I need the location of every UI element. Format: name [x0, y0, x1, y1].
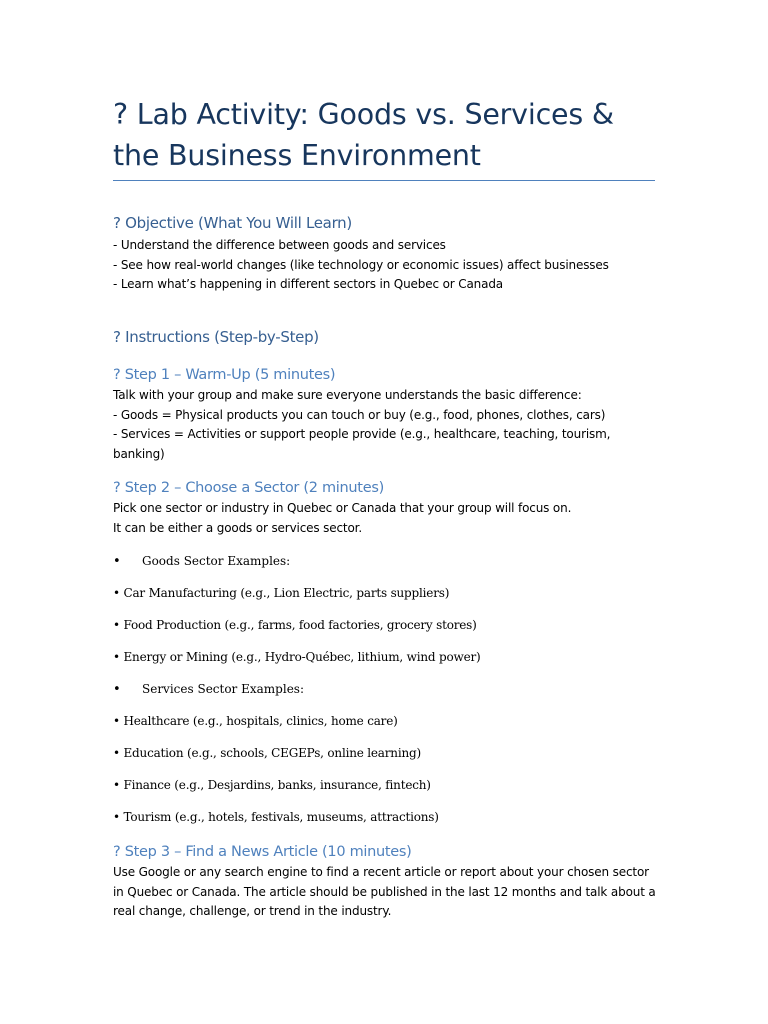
step1-line: banking): [113, 446, 165, 461]
step1-heading: ? Step 1 – Warm-Up (5 minutes): [113, 367, 336, 383]
step3-line: real change, challenge, or trend in the industry.: [113, 904, 392, 918]
step3-line: Use Google or any search engine to find a recent article or report about your chosen sector: [113, 865, 649, 879]
instructions-heading: ? Instructions (Step-by-Step): [113, 328, 319, 346]
bullet-icon: •: [113, 554, 121, 569]
goods-example-item: • Food Production (e.g., farms, food factories, grocery stores): [113, 618, 477, 632]
goods-example-item: • Car Manufacturing (e.g., Lion Electric, parts suppliers): [113, 586, 450, 600]
step2-body: [113, 499, 658, 538]
step3-body: [113, 863, 658, 922]
step1-line: Talk with your group and make sure everyone understands the basic difference:: [113, 388, 582, 402]
objective-item: - Understand the difference between goods and services: [113, 238, 446, 252]
services-example-item: • Finance (e.g., Desjardins, banks, insurance, fintech): [113, 778, 431, 792]
services-example-item: • Education (e.g., schools, CEGEPs, online learning): [113, 746, 421, 760]
goods-example-item: • Energy or Mining (e.g., Hydro-Québec, lithium, wind power): [113, 650, 481, 664]
services-example-item: • Healthcare (e.g., hospitals, clinics, home care): [113, 714, 398, 728]
step3-line: in Quebec or Canada. The article should be published in the last 12 months and talk about a: [113, 884, 656, 899]
services-example-item: • Tourism (e.g., hotels, festivals, museums, attractions): [113, 810, 439, 824]
goods-sector-label: [113, 552, 290, 571]
step3-heading: ? Step 3 – Find a News Article (10 minutes): [113, 844, 412, 860]
step2-line: Pick one sector or industry in Quebec or Canada that your group will focus on.: [113, 501, 572, 515]
services-sector-label: [113, 680, 304, 699]
objective-item: - Learn what’s happening in different sectors in Quebec or Canada: [113, 277, 504, 291]
goods-sector-label-text: Goods Sector Examples:: [142, 554, 291, 568]
objective-list: [113, 236, 658, 295]
step2-heading: ? Step 2 – Choose a Sector (2 minutes): [113, 480, 384, 496]
document-title: ? Lab Activity: Goods vs. Services & the Business Environment: [113, 98, 614, 172]
bullet-icon: •: [113, 682, 121, 697]
step1-body: [113, 386, 658, 464]
objective-item: - See how real-world changes (like technology or economic issues) affect businesses: [113, 257, 609, 272]
title-underline: [113, 180, 655, 181]
step1-line: - Goods = Physical products you can touch or buy (e.g., food, phones, clothes, cars): [113, 407, 606, 422]
services-sector-label-text: Services Sector Examples:: [142, 682, 304, 696]
step1-line: - Services = Activities or support people provide (e.g., healthcare, teaching, tourism,: [113, 427, 611, 441]
objective-heading: ? Objective (What You Will Learn): [113, 214, 352, 232]
step2-line: It can be either a goods or services sector.: [113, 520, 363, 535]
